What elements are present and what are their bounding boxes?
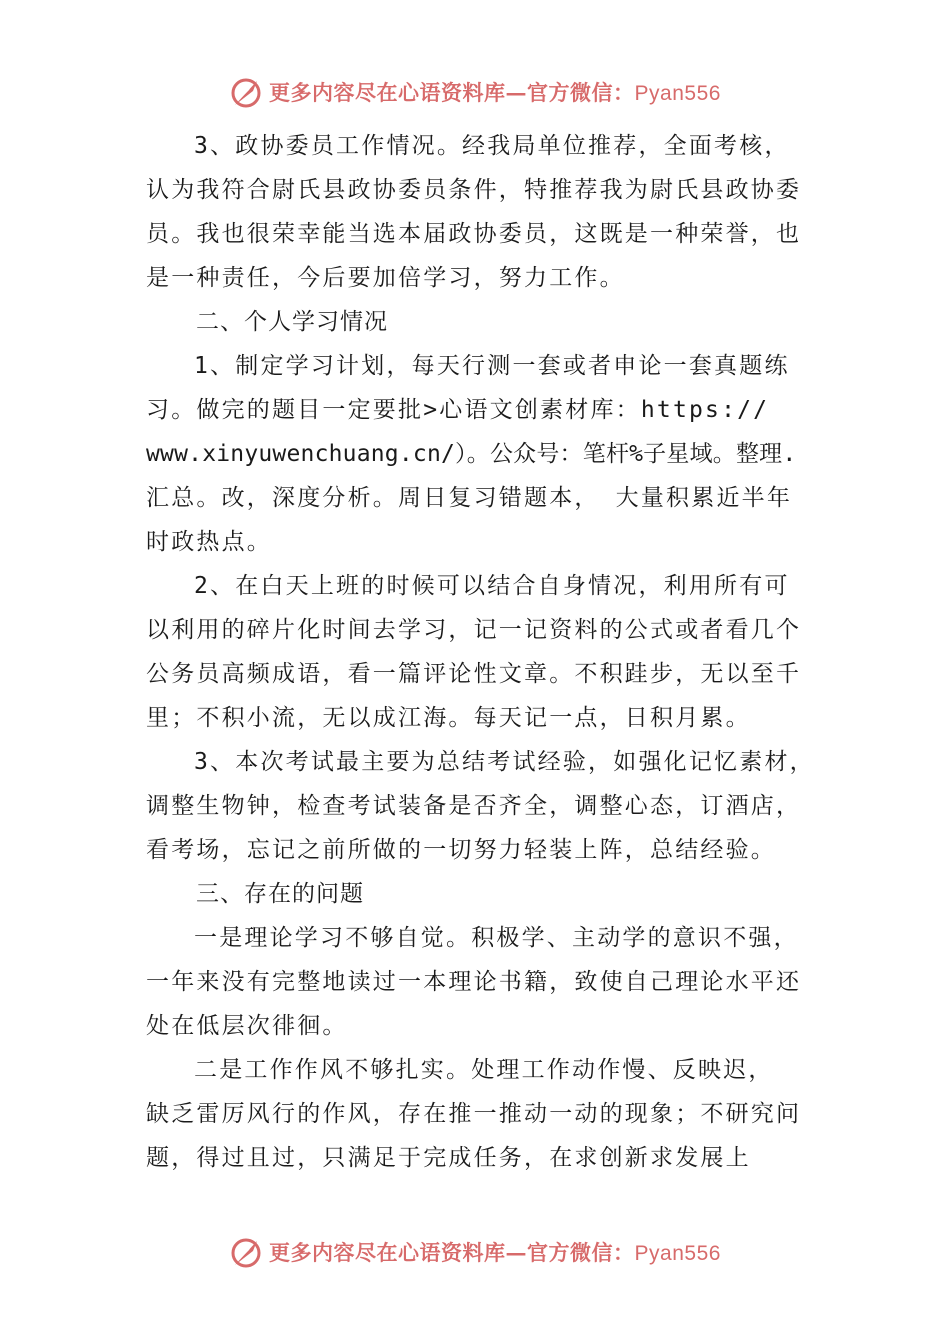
paragraph-line: 是一种责任，今后要加倍学习，努力工作。 [146,265,625,291]
paragraph-line: 一年来没有完整地读过一本理论书籍，致使自己理论水平还 [146,969,802,995]
quill-circle-logo-icon [229,1235,263,1269]
section-heading: 二、个人学习情况 [196,309,388,335]
watermark-footer [0,1232,950,1272]
paragraph-line: 以利用的碎片化时间去学习，记一记资料的公式或者看几个 [146,617,802,643]
paragraph-line: 1、制定学习计划，每天行测一套或者申论一套真题练 [194,353,790,379]
paragraph-line: 2、在白天上班的时候可以结合自身情况，利用所有可 [194,573,790,599]
paragraph-line: 员。我也很荣幸能当选本届政协委员，这既是一种荣誉，也 [146,221,802,247]
paragraph-line: 调整生物钟，检查考试装备是否齐全，调整心态，订酒店， [146,793,802,819]
section-heading: 三、存在的问题 [196,881,364,907]
paragraph-line: www.xinyuwenchuang.cn/）。公众号：笔杆%子星域。整理. [146,441,797,467]
paragraph-line: 题，得过且过，只满足于完成任务，在求创新求发展上 [146,1145,751,1171]
paragraph-line: 二是工作作风不够扎实。处理工作动作慢、反映迟， [194,1057,774,1083]
document-body [146,124,814,1180]
quill-circle-logo-icon [229,75,263,109]
paragraph-line: 公务员高频成语，看一篇评论性文章。不积跬步，无以至千 [146,661,802,687]
paragraph-line: 3、本次考试最主要为总结考试经验，如强化记忆素材， [194,749,815,775]
paragraph-line: 看考场，忘记之前所做的一切努力轻装上阵，总结经验。 [146,837,776,863]
paragraph-line: 里；不积小流，无以成江海。每天记一点，日积月累。 [146,705,751,731]
paragraph-line: 缺乏雷厉风行的作风，存在推一推动一动的现象；不研究问 [146,1101,802,1127]
paragraph-line: 时政热点。 [146,529,272,555]
paragraph-line: 认为我符合尉氏县政协委员条件，特推荐我为尉氏县政协委 [146,177,802,203]
watermark-header [0,72,950,112]
paragraph-line: 汇总。改，深度分析。周日复习错题本， 大量积累近半年 [146,485,793,511]
paragraph-line: 3、政协委员工作情况。经我局单位推荐，全面考核， [194,133,790,159]
watermark-text: 更多内容尽在心语资料库—官方微信：Pyan556 [269,80,721,105]
watermark-text: 更多内容尽在心语资料库—官方微信：Pyan556 [269,1240,721,1265]
paragraph-line: 习。做完的题目一定要批>心语文创素材库：https:// [146,397,770,423]
paragraph-line: 一是理论学习不够自觉。积极学、主动学的意识不强， [194,925,799,951]
paragraph-line: 处在低层次徘徊。 [146,1013,348,1039]
